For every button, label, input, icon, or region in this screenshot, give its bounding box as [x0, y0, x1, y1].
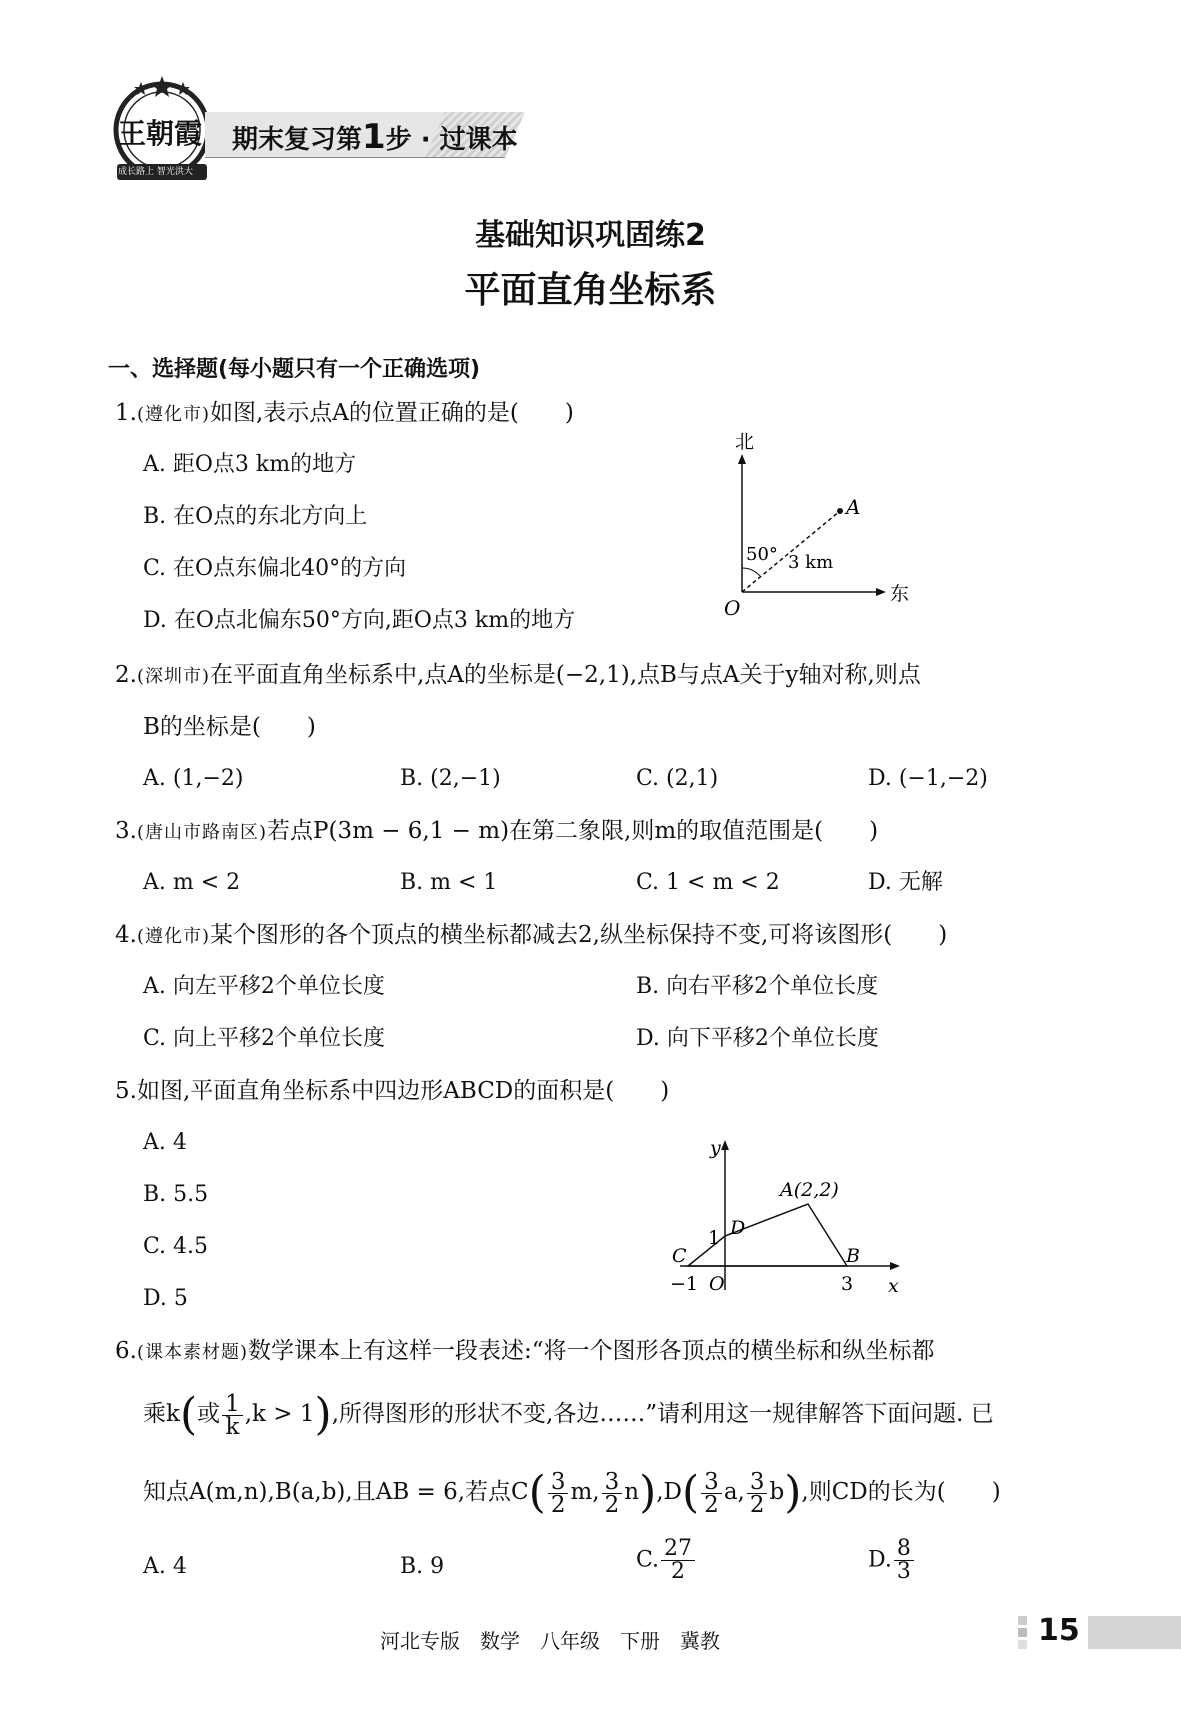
question-6-option-b[interactable]: B. 9 — [400, 1554, 445, 1579]
tick-x-neg1: −1 — [670, 1273, 699, 1295]
point-a-label: A — [846, 495, 861, 519]
fraction-three-halves: $\frac{3}{2}$ — [548, 1471, 569, 1516]
y-axis-label: y — [710, 1137, 721, 1159]
question-4-option-c[interactable]: C. 向上平移2个单位长度 — [143, 1026, 386, 1051]
question-2-option-c[interactable]: C. (2,1) — [636, 766, 719, 791]
question-5-option-d[interactable]: D. 5 — [143, 1286, 188, 1311]
north-arrow-icon — [738, 454, 746, 464]
east-arrow-icon — [876, 588, 886, 596]
fraction-three-halves: $\frac{3}{2}$ — [701, 1471, 722, 1516]
east-label: 东 — [890, 583, 910, 605]
fraction-three-halves: $\frac{3}{2}$ — [747, 1471, 768, 1516]
page-subtitle: 基础知识巩固练2 — [475, 218, 706, 253]
angle-label: 50° — [746, 544, 778, 565]
question-2-option-d[interactable]: D. (−1,−2) — [868, 766, 988, 791]
x-axis-label: x — [888, 1275, 899, 1297]
question-5-option-a[interactable]: A. 4 — [143, 1130, 187, 1155]
question-1-option-d[interactable]: D. 在O点北偏东50°方向,距O点3 km的地方 — [143, 608, 576, 633]
question-4-option-d[interactable]: D. 向下平移2个单位长度 — [636, 1026, 879, 1051]
point-c-label: C — [672, 1245, 687, 1267]
section-heading: 一、选择题(每小题只有一个正确选项) — [108, 357, 481, 382]
page-number: 15 — [1038, 1613, 1080, 1648]
footer-edition-info: 河北专版 数学 八年级 下册 冀教 — [380, 1629, 720, 1653]
step-number: 1 — [362, 117, 386, 157]
page-title: 平面直角坐标系 — [464, 270, 717, 311]
point-d-label: D — [730, 1217, 746, 1239]
brand-name: 王朝霞 — [118, 117, 203, 150]
x-arrow-icon — [890, 1262, 900, 1270]
question-4-option-b[interactable]: B. 向右平移2个单位长度 — [636, 974, 879, 999]
question-6-line3: 知点A(m,n),B(a,b),且AB = 6,若点C( $\frac{3}{2}$ m, $\frac{3}{2}$ n),D( $\frac{3}{2}$ a, $\frac{3}{2}$ b),则CD的长为( ) — [143, 1467, 1001, 1518]
north-label: 北 — [735, 432, 755, 453]
question-1-option-c[interactable]: C. 在O点东偏北40°的方向 — [143, 556, 407, 581]
question-6-option-d[interactable]: D. $\frac{8}{3}$ — [868, 1538, 916, 1583]
header-step-label: 期末复习第1步 · 过课本 — [232, 117, 518, 157]
question-1-option-b[interactable]: B. 在O点的东北方向上 — [143, 504, 368, 529]
origin-label: O — [709, 1273, 725, 1295]
question-2: 2.(深圳市)在平面直角坐标系中,点A的坐标是(−2,1),点B与点A关于y轴对称,则点 — [115, 662, 921, 688]
quadrilateral-figure — [660, 1130, 920, 1310]
question-2-option-a[interactable]: A. (1,−2) — [143, 766, 244, 791]
tick-y-1: 1 — [708, 1227, 721, 1249]
question-3-option-a[interactable]: A. m < 2 — [143, 870, 241, 895]
question-source: (遵化市) — [136, 404, 210, 425]
point-a-label: A(2,2) — [780, 1179, 839, 1201]
fraction-three-halves: $\frac{3}{2}$ — [602, 1471, 623, 1516]
point-a — [837, 508, 843, 514]
question-6: 6.(课本素材题)数学课本上有这样一段表述:“将一个图形各顶点的横坐标和纵坐标都 — [115, 1338, 935, 1364]
origin-label: O — [724, 596, 741, 620]
question-4: 4.(遵化市)某个图形的各个顶点的横坐标都减去2,纵坐标保持不变,可将该图形( ) — [115, 922, 948, 948]
question-source: (唐山市路南区) — [136, 822, 267, 843]
question-6-option-a[interactable]: A. 4 — [143, 1554, 187, 1579]
point-b-label: B — [846, 1245, 860, 1267]
fraction-one-over-k: $\frac{1}{k}$ — [222, 1393, 243, 1438]
compass-figure — [700, 432, 920, 622]
question-4-option-a[interactable]: A. 向左平移2个单位长度 — [143, 974, 385, 999]
distance-label: 3 km — [788, 552, 834, 573]
question-3: 3.(唐山市路南区)若点P(3m − 6,1 − m)在第二象限,则m的取值范围是( ) — [115, 818, 879, 844]
question-3-option-c[interactable]: C. 1 < m < 2 — [636, 870, 780, 895]
question-2-option-b[interactable]: B. (2,−1) — [400, 766, 501, 791]
y-arrow-icon — [721, 1140, 729, 1150]
question-1-option-a[interactable]: A. 距O点3 km的地方 — [143, 452, 357, 477]
angle-arc — [742, 568, 760, 576]
question-5-option-b[interactable]: B. 5.5 — [143, 1182, 209, 1207]
question-5: 5.如图,平面直角坐标系中四边形ABCD的面积是( ) — [115, 1078, 670, 1104]
badge-slogan: 成长路上 智光洪大 — [118, 167, 193, 177]
question-3-option-d[interactable]: D. 无解 — [868, 870, 943, 895]
question-source: (遵化市) — [136, 926, 210, 947]
question-2-stem-line2: B的坐标是( ) — [143, 714, 316, 740]
question-1: 1.(遵化市)如图,表示点A的位置正确的是( ) — [115, 400, 574, 426]
question-6-option-c[interactable]: C. $\frac{27}{2}$ — [636, 1538, 697, 1583]
question-3-option-b[interactable]: B. m < 1 — [400, 870, 498, 895]
tick-x-3: 3 — [841, 1273, 854, 1295]
question-6-line2: 乘k(或 $\frac{1}{k}$ ,k > 1),所得图形的形状不变,各边……”请利用这一规律解答下面问题. 已 — [143, 1389, 994, 1440]
question-source: (深圳市) — [136, 666, 210, 687]
question-5-option-c[interactable]: C. 4.5 — [143, 1234, 209, 1259]
question-source: (课本素材题) — [136, 1342, 248, 1363]
